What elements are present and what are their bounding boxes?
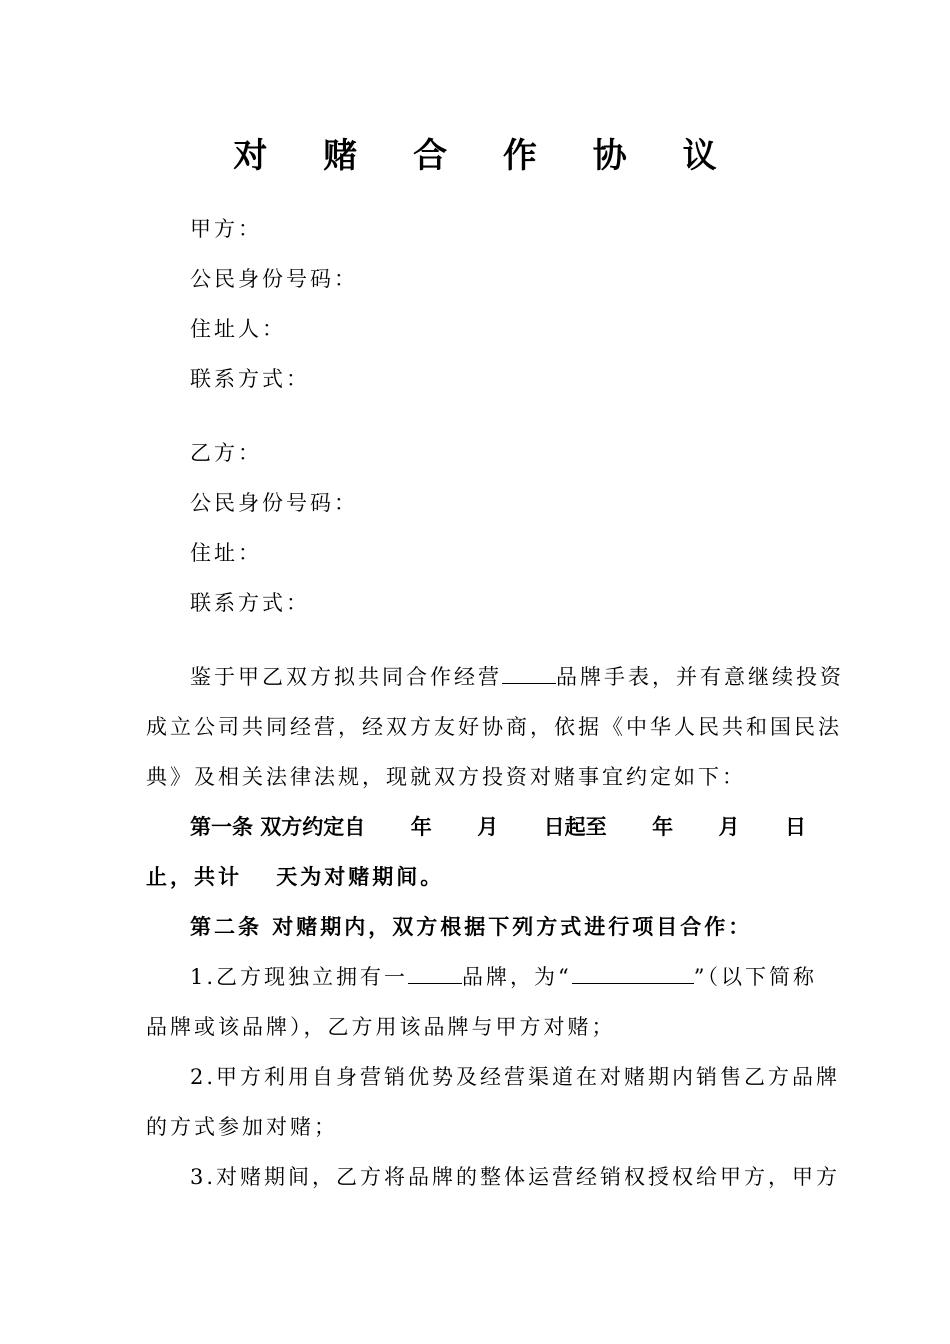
article-1-part-7: 日 — [784, 815, 806, 839]
document-title: 对 赌 合 作 协 议 — [233, 136, 739, 176]
article-1-part-2: 年 — [410, 815, 432, 839]
article-2-item-1-line-2: 品牌或该品牌），乙方用该品牌与甲方对赌； — [146, 1015, 616, 1039]
article-1-part-1: 第一条 双方约定自 — [190, 815, 366, 839]
preamble-line-2: 成立公司共同经营，经双方友好协商，依据《中华人民共和国民法 — [146, 715, 842, 739]
item-1-text-c: ”（以下简称 — [693, 965, 818, 989]
brand-blank[interactable] — [502, 665, 556, 684]
party-a-address: 住址人： — [190, 317, 286, 341]
preamble-line-1 — [190, 661, 844, 691]
party-a-contact: 联系方式： — [190, 367, 310, 391]
party-a-label: 甲方： — [190, 217, 262, 241]
article-1-part-5: 年 — [652, 815, 674, 839]
party-b-label: 乙方： — [190, 441, 262, 465]
item-1-text-a: 1.乙方现独立拥有一 — [190, 965, 409, 989]
preamble-text-b: 品牌手表，并有意继续投资 — [556, 665, 844, 689]
item-1-blank-1[interactable] — [408, 965, 462, 984]
preamble-line-3: 典》及相关法律法规，现就双方投资对赌事宜约定如下： — [146, 765, 746, 789]
article-1-part-3: 月 — [477, 815, 499, 839]
article-2-item-2-line-2: 的方式参加对赌； — [146, 1115, 338, 1139]
article-1-line-1 — [190, 811, 806, 841]
article-2-heading: 第二条 对赌期内，双方根据下列方式进行项目合作： — [190, 915, 753, 939]
party-b-contact: 联系方式： — [190, 591, 310, 615]
article-1-line-2: 止，共计 天为对赌期间。 — [146, 865, 445, 889]
item-1-blank-2[interactable] — [572, 965, 694, 984]
article-1-part-4: 日起至 — [543, 815, 607, 839]
article-1-part-6: 月 — [718, 815, 740, 839]
party-a-id: 公民身份号码： — [190, 267, 358, 291]
party-b-id: 公民身份号码： — [190, 491, 358, 515]
party-b-address: 住址： — [190, 541, 262, 565]
article-2-item-1-line-1 — [190, 961, 817, 991]
article-2-item-3-line-1: 3.对赌期间，乙方将品牌的整体运营经销权授权给甲方，甲方 — [190, 1165, 841, 1189]
preamble-text-a: 鉴于甲乙双方拟共同合作经营 — [190, 665, 502, 689]
item-1-text-b: 品牌，为“ — [462, 965, 572, 989]
article-2-item-2-line-1: 2.甲方利用自身营销优势及经营渠道在对赌期内销售乙方品牌 — [190, 1065, 841, 1089]
